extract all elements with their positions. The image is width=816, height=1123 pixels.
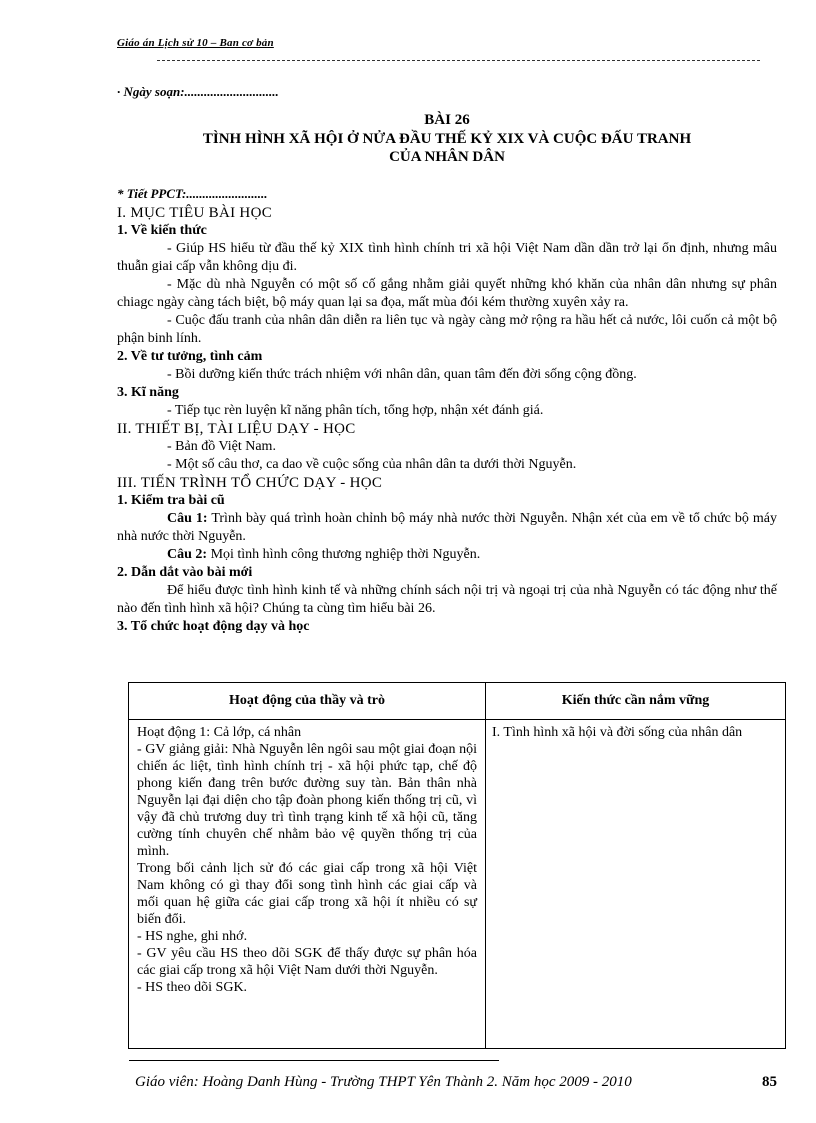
col-header-activities: Hoạt động của thầy và trò	[129, 683, 486, 720]
question-1-label: Câu 1:	[167, 511, 208, 526]
footer-divider	[129, 1060, 499, 1061]
paragraph: - Một số câu thơ, ca dao về cuộc sống của nhân dân ta dưới thời Nguyễn.	[167, 457, 577, 472]
section-heading: II. THIẾT BỊ, TÀI LIỆU DẠY - HỌC	[117, 421, 356, 437]
activity-paragraph: Trong bối cảnh lịch sử đó các giai cấp trong xã hội Việt Nam không có gì thay đổi song tình hình các giai cấp và mối quan hệ giữa các giai cấp trong xã hội ít nhiều có sự biến đổi.	[137, 861, 477, 927]
table-header-row	[129, 683, 786, 720]
knowledge-heading: I. Tình hình xã hội và đời sống của nhân dân	[492, 725, 743, 740]
table-row	[129, 720, 786, 1049]
question-2-label: Câu 2:	[167, 547, 208, 562]
lesson-title-line2: CỦA NHÂN DÂN	[389, 149, 505, 165]
lesson-number: BÀI 26	[424, 112, 470, 128]
paragraph: - Mặc dù nhà Nguyễn có một số cố gắng nhằm giải quyết những khó khăn của nhân dân nhưng sự phân chiagc ngày càng tách biệt, bộ máy quan lại sa đọa, mất mùa đói kém thường xuyên xảy ra.	[117, 277, 777, 310]
question-2-text: Mọi tình hình công thương nghiệp thời Nguyễn.	[207, 547, 481, 562]
lesson-title-line1: TÌNH HÌNH XÃ HỘI Ở NỬA ĐẦU THẾ KỶ XIX VÀ CUỘC ĐẤU TRANH	[202, 131, 692, 147]
period-label: * Tiết PPCT:.........................	[117, 186, 268, 201]
knowledge-cell	[486, 720, 786, 1049]
activity-cell	[129, 720, 486, 1049]
question-1	[117, 510, 777, 546]
subsection-heading: 2. Về tư tưởng, tình cảm	[117, 349, 263, 364]
section-heading: III. TIẾN TRÌNH TỔ CHỨC DẠY - HỌC	[117, 475, 383, 491]
activity-paragraph: - GV giảng giải: Nhà Nguyễn lên ngôi sau một giai đoạn nội chiến ác liệt, tình hình chính trị - xã hội phức tạp, chế độ phong kiến đang trên bước đường suy tàn. Bản thân nhà Nguyễn lại đại diện cho tập đoàn phong kiến thống trị cũ, vì vậy đã chủ trương duy trì tình trạng kinh tế xã hội cũ, tăng cường tính chuyên chế nhằm bảo vệ quyền thống trị của mình.	[137, 742, 477, 859]
activity-table	[128, 682, 786, 1049]
subsection-heading: 2. Dẫn dắt vào bài mới	[117, 565, 253, 580]
paragraph: - Giúp HS hiểu từ đầu thế kỷ XIX tình hình chính tri xã hội Việt Nam dần dần trở lại ổn định, nhưng mâu thuẫn giai cấp vẫn không dịu đi.	[117, 241, 777, 274]
page-number: 85	[762, 1074, 777, 1090]
paragraph: Để hiểu được tình hình kinh tế và những chính sách nội trị và ngoại trị của nhà Nguyễn có tác động như thế nào đến tình hình xã hội? Chúng ta cùng tìm hiểu bài 26.	[117, 583, 777, 616]
document-header-note: Giáo án Lịch sử 10 – Ban cơ bản	[117, 37, 274, 49]
section-heading: I. MỤC TIÊU BÀI HỌC	[117, 205, 273, 221]
subsection-heading: 1. Kiểm tra bài cũ	[117, 493, 225, 508]
activity-paragraph: - GV yêu cầu HS theo dõi SGK để thấy được sự phân hóa các giai cấp trong xã hội Việt Nam dưới thời Nguyễn.	[137, 946, 477, 978]
paragraph: - Bồi dưỡng kiến thức trách nhiệm với nhân dân, quan tâm đến đời sống cộng đồng.	[167, 367, 637, 382]
lesson-content	[117, 204, 777, 636]
header-divider	[157, 60, 760, 61]
question-1-text: Trình bày quá trình hoàn chỉnh bộ máy nhà nước thời Nguyễn. Nhận xét của em về tổ chức bộ máy nhà nước thời Nguyễn.	[117, 511, 777, 544]
subsection-heading: 1. Về kiến thức	[117, 223, 207, 238]
paragraph: - Bản đồ Việt Nam.	[167, 439, 276, 454]
col-header-knowledge: Kiến thức cần nắm vững	[486, 683, 786, 720]
footer-text: Giáo viên: Hoàng Danh Hùng - Trường THPT Yên Thành 2. Năm học 2009 - 2010	[135, 1074, 632, 1090]
date-prepared: · Ngày soạn:.............................	[117, 84, 279, 99]
activity-paragraph: - HS nghe, ghi nhớ.	[137, 929, 248, 944]
subsection-heading: 3. Kĩ năng	[117, 385, 179, 400]
paragraph: - Tiếp tục rèn luyện kĩ năng phân tích, tổng hợp, nhận xét đánh giá.	[167, 403, 544, 418]
subsection-heading: 3. Tổ chức hoạt động dạy và học	[117, 619, 310, 634]
activity-paragraph: - HS theo dõi SGK.	[137, 980, 248, 995]
activity-title: Hoạt động 1: Cả lớp, cá nhân	[137, 725, 302, 740]
question-2	[117, 546, 777, 564]
paragraph: - Cuộc đấu tranh của nhân dân diễn ra liên tục và ngày càng mở rộng ra hầu hết cả nước, lôi cuốn cả một bộ phận binh lính.	[117, 313, 777, 346]
